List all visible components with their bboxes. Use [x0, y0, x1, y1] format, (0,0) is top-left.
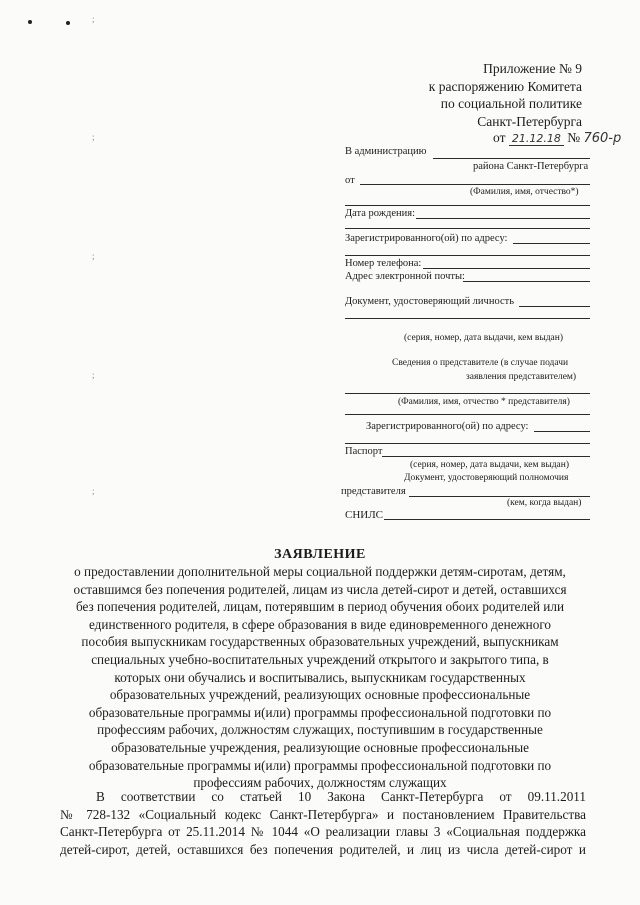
- registered-label: Зарегистрированного(ой) по адресу:: [345, 233, 508, 244]
- statement-line: о предоставлении дополнительной меры социальной поддержки детям-сиротам, детям,: [74, 564, 566, 579]
- snils-line: [384, 519, 590, 520]
- representative-line: [409, 496, 590, 497]
- from-line: [360, 184, 590, 185]
- appendix-date-line: [493, 130, 621, 146]
- appendix-number: Приложение № 9: [483, 61, 582, 76]
- rep-fio-line-2: [345, 414, 590, 415]
- rep-info-label-2: заявления представителем): [466, 372, 577, 382]
- birth-date-line: [416, 218, 590, 219]
- statement-line: оставшимся без попечения родителей, лицам из числа детей-сирот и детей, оставшихся: [73, 581, 567, 597]
- scan-dot: [66, 21, 70, 25]
- statement-line: без попечения родителей, лицам, потерявшим в период обучения обоих родителей или: [75, 599, 565, 615]
- scan-dot: [28, 20, 32, 24]
- rep-info-label: Сведения о представителе (в случае подачи: [392, 358, 569, 368]
- scan-mark: ;: [92, 132, 95, 142]
- statement-line: пособия выпускникам государственных образовательных учреждений, выпускникам: [81, 634, 559, 650]
- representative-label: представителя: [341, 486, 406, 497]
- authority-doc-label: Документ, удостоверяющий полномочия: [404, 473, 569, 483]
- district-label: района Санкт-Петербурга: [473, 161, 589, 172]
- body-line: Санкт-Петербурга от 25.11.2014 № 1044 «О реализации главы 3 «Социальная поддержка: [60, 824, 586, 840]
- handwritten-date: 21.12.18: [509, 132, 564, 146]
- statement-line: профессиям рабочих, должностям служащих, поступившим в государственные: [97, 722, 543, 738]
- id-document-label: Документ, удостоверяющий личность: [345, 296, 514, 307]
- authority-caption: (кем, когда выдан): [507, 498, 582, 508]
- rep-fio-line: [345, 393, 590, 394]
- id-caption: (серия, номер, дата выдачи, кем выдан): [404, 333, 564, 343]
- passport-label: Паспорт: [345, 446, 383, 457]
- statement-subject: [0, 563, 640, 792]
- id-document-line: [519, 306, 590, 307]
- appendix-order: к распоряжению Комитета: [428, 79, 582, 94]
- registered-line: [513, 243, 590, 244]
- email-line: [463, 281, 590, 282]
- scan-mark: ;: [92, 251, 95, 261]
- snils-label: СНИЛС: [345, 509, 384, 521]
- date-prefix: от: [493, 130, 506, 145]
- id-document-line-2: [345, 318, 590, 319]
- passport-line: [382, 456, 590, 457]
- statement-line: образовательные учреждения, реализующие основные профессиональные: [111, 739, 529, 755]
- registered-line-2: [345, 255, 590, 256]
- scan-mark: ;: [92, 14, 95, 24]
- rep-fio-caption: (Фамилия, имя, отчество * представителя): [398, 397, 570, 407]
- rep-registered-line-2: [345, 443, 590, 444]
- body-line: детей-сирот, детей, оставшихся без попечения родителей, и лиц из числа детей-сирот и: [60, 841, 586, 857]
- birth-date-label: Дата рождения:: [345, 208, 416, 219]
- statement-line: единственного родителя, в сфере образования в виде единовременного денежного: [89, 616, 551, 632]
- fio-caption: (Фамилия, имя, отчество*): [470, 187, 579, 197]
- fio-line-2: [345, 205, 590, 206]
- rep-registered-label: Зарегистрированного(ой) по адресу:: [366, 421, 529, 432]
- handwritten-number: 760-р: [583, 131, 622, 146]
- body-line: № 728-132 «Социальный кодекс Санкт-Петербурга» и постановлением Правительства: [60, 806, 586, 822]
- statement-line: образовательные программы и(или) программы профессиональной подготовки по: [88, 757, 552, 773]
- appendix-committee: по социальной политике: [440, 96, 582, 111]
- body-paragraph: [60, 788, 586, 858]
- statement-line: специальных учебно-воспитательных учреждений открытого и закрытого типа, в: [91, 651, 549, 667]
- phone-label: Номер телефона:: [345, 258, 422, 269]
- separator-line: [345, 228, 590, 229]
- admin-line: [433, 158, 590, 159]
- body-line: В соответствии со статьей 10 Закона Санкт-Петербурга от 09.11.2011: [96, 789, 586, 804]
- statement-line: которых они обучались и воспитывались, выпускникам государственных: [114, 669, 526, 685]
- passport-caption: (серия, номер, дата выдачи, кем выдан): [410, 460, 570, 470]
- scan-mark: ;: [92, 370, 95, 380]
- statement-title: ЗАЯВЛЕНИЕ: [274, 547, 366, 562]
- from-label: от: [345, 175, 355, 186]
- email-label: Адрес электронной почты:: [345, 271, 465, 282]
- scan-mark: ;: [92, 486, 95, 496]
- statement-line: образовательных учреждений, реализующих основные профессиональные: [109, 687, 531, 703]
- number-prefix: №: [567, 130, 581, 145]
- statement-line: образовательные программы и(или) программы профессиональной подготовки по: [88, 704, 552, 720]
- statement-line: профессиям рабочих, должностям служащих: [193, 775, 447, 791]
- to-admin-label: В администрацию: [345, 146, 427, 157]
- appendix-city: Санкт-Петербурга: [477, 114, 582, 129]
- phone-line: [423, 268, 590, 269]
- rep-registered-line: [534, 431, 590, 432]
